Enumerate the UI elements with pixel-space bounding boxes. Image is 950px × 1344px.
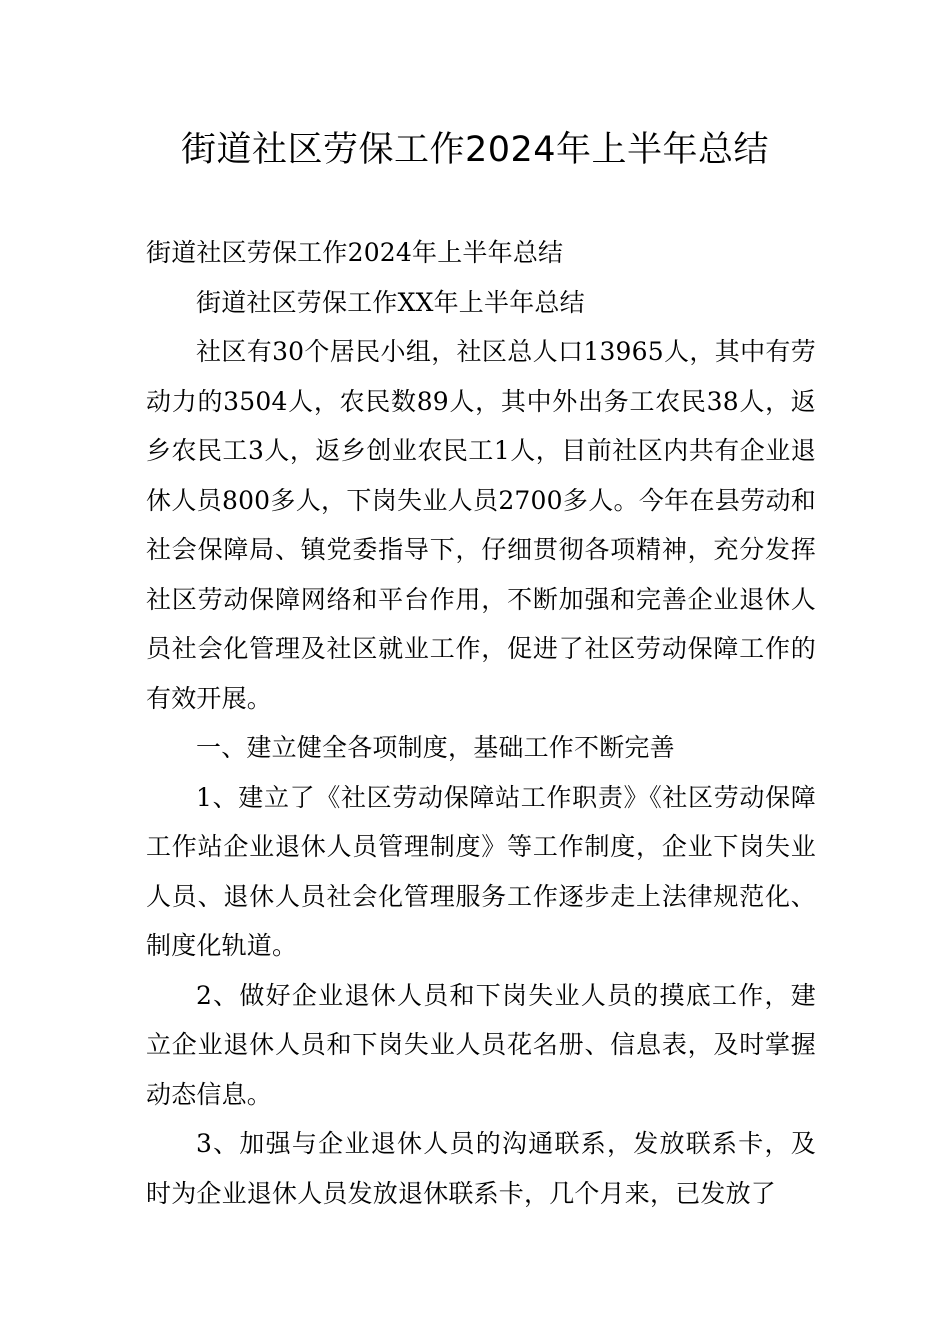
section-heading-1: 一、建立健全各项制度，基础工作不断完善 [196,733,675,762]
paragraph-item-1: 1、建立了《社区劳动保障站工作职责》《社区劳动保障工作站企业退休人员管理制度》等工作制度，企业下岗失业人员、退休人员社会化管理服务工作逐步走上法律规范化、制度化轨道。 [146,782,816,960]
paragraph-overview: 社区有30个居民小组，社区总人口13965人，其中有劳动力的3504人，农民数89人，其中外出务工农民38人，返乡农民工3人，返乡创业农民工1人，目前社区内共有企业退休人员800多人，下岗失业人员2700多人。今年在县劳动和社会保障局、镇党委指导下，仔细贯彻各项精神，充分发挥社区劳动保障网络和平台作用，不断加强和完善企业退休人员社会化管理及社区就业工作，促进了社区劳动保障工作的有效开展。 [146,337,816,713]
paragraph-subtitle: 街道社区劳保工作2024年上半年总结 [146,238,564,267]
paragraph-heading: 街道社区劳保工作XX年上半年总结 [196,287,585,317]
document-title: 街道社区劳保工作2024年上半年总结 [180,130,770,170]
document-body [146,228,816,1218]
paragraph-item-3: 3、加强与企业退休人员的沟通联系，发放联系卡，及时为企业退休人员发放退休联系卡，几个月来，已发放了 [146,1129,816,1208]
paragraph-item-2: 2、做好企业退休人员和下岗失业人员的摸底工作，建立企业退休人员和下岗失业人员花名册、信息表，及时掌握动态信息。 [146,980,816,1109]
